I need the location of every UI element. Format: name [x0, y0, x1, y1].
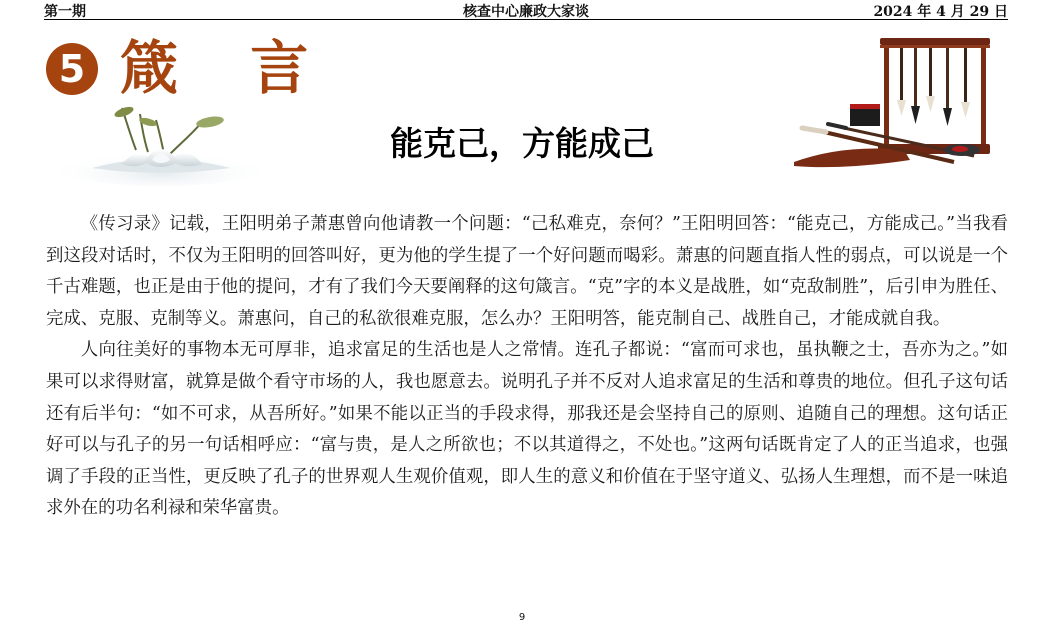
issue-label: 第一期	[44, 4, 86, 20]
article-paragraph: 《传习录》记载，王阳明弟子萧惠曾向他请教一个问题：“己私难克，奈何？”王阳明回答：“能克己，方能成己。”当我看到这段对话时，不仅为王阳明的回答叫好，更为他的学生提了一个好问题而喝彩。萧惠的问题直指人性的弱点，可以说是一个千古难题，也正是由于他的提问，才有了我们今天要阐释的这句箴言。“克”字的本义是战胜，如“克敌制胜”，后引申为胜任、完成、克服、克制等义。萧惠问，自己的私欲很难克服，怎么办？王阳明答，能克制自己、战胜自己，才能成就自我。	[46, 214, 1008, 329]
page-header	[44, 0, 1008, 20]
article-title: 能克己，方能成己	[390, 124, 654, 163]
article-paragraph: 人向往美好的事物本无可厚非，追求富足的生活也是人之常情。连孔子都说：“富而可求也，虽执鞭之士，吾亦为之。”如果可以求得财富，就算是做个看守市场的人，我也愿意去。说明孔子并不反对人追求富足的生活和尊贵的地位。但孔子这句话还有后半句：“如不可求，从吾所好。”如果不能以正当的手段求得，那我还是会坚持自己的原则、追随自己的理想。这句话正好可以与孔子的另一句话相呼应：“富与贵，是人之所欲也；不以其道得之，不处也。”这两句话既肯定了人的正当追求，也强调了手段的正当性，更反映了孔子的世界观人生观价值观，即人生的意义和价值在于坚守道义、弘扬人生理想，而不是一味追求外在的功名利禄和荣华富贵。	[46, 340, 1008, 519]
section-number-badge: 5	[46, 43, 98, 95]
publication-name: 核查中心廉政大家谈	[463, 4, 589, 20]
issue-date: 2024 年 4 月 29 日	[873, 4, 1008, 20]
page-number: 9	[518, 612, 526, 623]
section-title: 箴 言	[120, 34, 335, 102]
article-body	[46, 209, 1008, 525]
